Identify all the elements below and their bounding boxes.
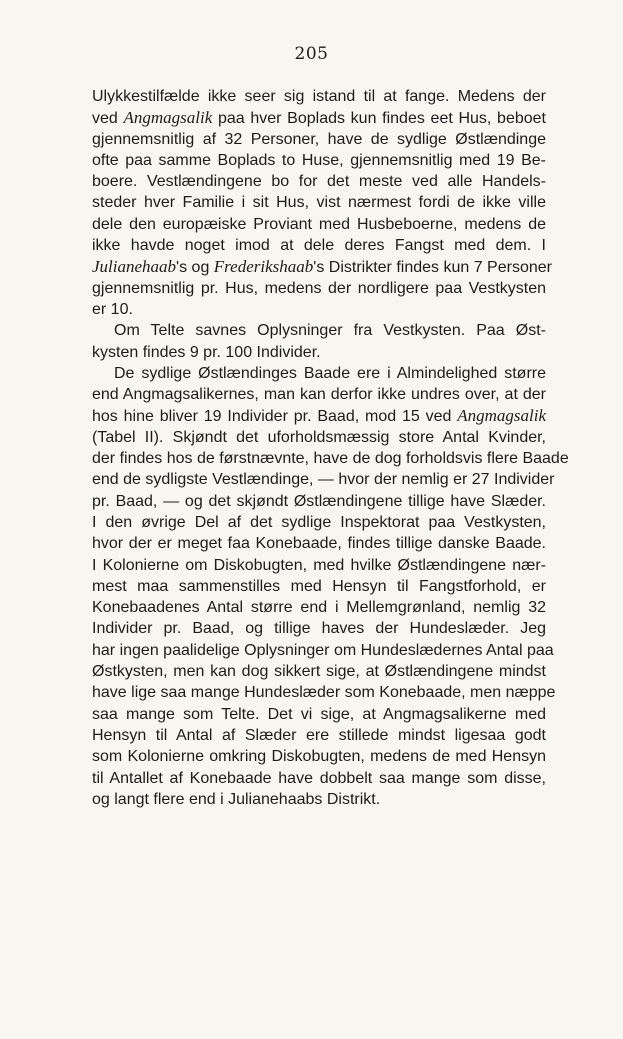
text-line: som Kolonierne omkring Diskobugten, medens de med Hensyn xyxy=(92,748,546,766)
text-line: til Antallet af Konebaade have dobbelt saa mange som disse, xyxy=(92,769,546,787)
text-run: paa hver Boplads kun findes eet Hus, beboet xyxy=(212,110,546,128)
text-line: have lige saa mange Hundeslæder som Konebaade, men næppe xyxy=(92,684,556,702)
text-line: ikke havde noget imod at dele deres Fangst med dem. I xyxy=(92,237,546,255)
text-line: Konebaadenes Antal større end i Mellemgrønland, nemlig 32 xyxy=(92,599,546,617)
text-line: ofte paa samme Boplads to Huse, gjennemsnitlig med 19 Be- xyxy=(92,151,546,169)
text-line: end de sydligste Vestlændinge, — hvor der nemlig er 27 Individer xyxy=(92,471,555,489)
italic-place-name: Angmagsalik xyxy=(123,108,213,128)
text-line: Om Telte savnes Oplysninger fra Vestkysten. Paa Øst- xyxy=(114,322,546,340)
text-line: Ulykkestilfælde ikke seer sig istand til at fange. Medens der xyxy=(92,88,546,105)
text-line: Østkysten, men kan dog sikkert sige, at Østlændingene mindst xyxy=(92,663,546,681)
text-line: gjennemsnitlig pr. Hus, medens der nordligere paa Vestkysten xyxy=(92,279,546,297)
text-run: 's Distrikter findes kun 7 Personer xyxy=(313,259,552,277)
body-text xyxy=(92,86,569,810)
text-run: ved xyxy=(92,110,124,128)
text-run: hos hine bliver 19 Individer pr. Baad, mod 15 ved xyxy=(92,408,458,426)
page-number: 205 xyxy=(294,44,329,64)
text-run: 's og xyxy=(176,259,214,277)
text-line: Individer pr. Baad, og tillige haves der Hundeslæder. Jeg xyxy=(92,620,546,638)
text-line: mest maa sammenstilles med Hensyn til Fangstforhold, er xyxy=(92,577,546,595)
text-line: I Kolonierne om Diskobugten, med hvilke Østlændingene nær- xyxy=(92,556,546,574)
text-line: pr. Baad, — og det skjøndt Østlændingene tillige have Slæder. xyxy=(92,492,546,510)
text-line: har ingen paalidelige Oplysninger om Hundeslædernes Antal paa xyxy=(92,641,554,659)
text-line: dele den europæiske Proviant med Husbeboerne, medens de xyxy=(92,215,546,233)
italic-place-name: Angmagsalik xyxy=(457,406,546,426)
text-line: boere. Vestlændingene bo for det meste ved alle Handels- xyxy=(92,173,546,191)
text-line: hvor der er meget faa Konebaade, findes tillige danske Baade. xyxy=(92,535,546,553)
italic-place-name: Julianehaab xyxy=(92,257,177,277)
text-line: saa mange som Telte. Det vi sige, at Angmagsalikerne med xyxy=(92,705,546,723)
text-line xyxy=(92,405,546,426)
text-line: steder hver Familie i sit Hus, vist nærmest fordi de ikke ville xyxy=(92,194,546,212)
text-line: Hensyn til Antal af Slæder ere stillede mindst ligesaa godt xyxy=(92,726,546,744)
text-line: end Angmagsalikernes, man kan derfor ikke undres over, at der xyxy=(92,386,546,404)
text-line: er 10. xyxy=(92,300,133,318)
text-line: De sydlige Østlændinges Baade ere i Almindelighed større xyxy=(114,364,546,382)
text-line xyxy=(92,107,546,128)
text-line: I den øvrige Del af det sydlige Inspektorat paa Vestkysten, xyxy=(92,513,546,531)
text-line: kysten findes 9 pr. 100 Individer. xyxy=(92,343,321,361)
italic-place-name: Frederikshaab xyxy=(213,257,314,277)
text-line: og langt flere end i Julianehaabs Distrikt. xyxy=(92,790,381,808)
text-line: gjennemsnitlig af 32 Personer, have de sydlige Østlændinge xyxy=(92,130,546,148)
text-line: der findes hos de førstnævnte, have de dog forholdsvis flere Baade xyxy=(92,450,569,468)
text-line: (Tabel II). Skjøndt det uforholdsmæssig store Antal Kvinder, xyxy=(92,428,546,446)
text-line xyxy=(92,256,552,277)
